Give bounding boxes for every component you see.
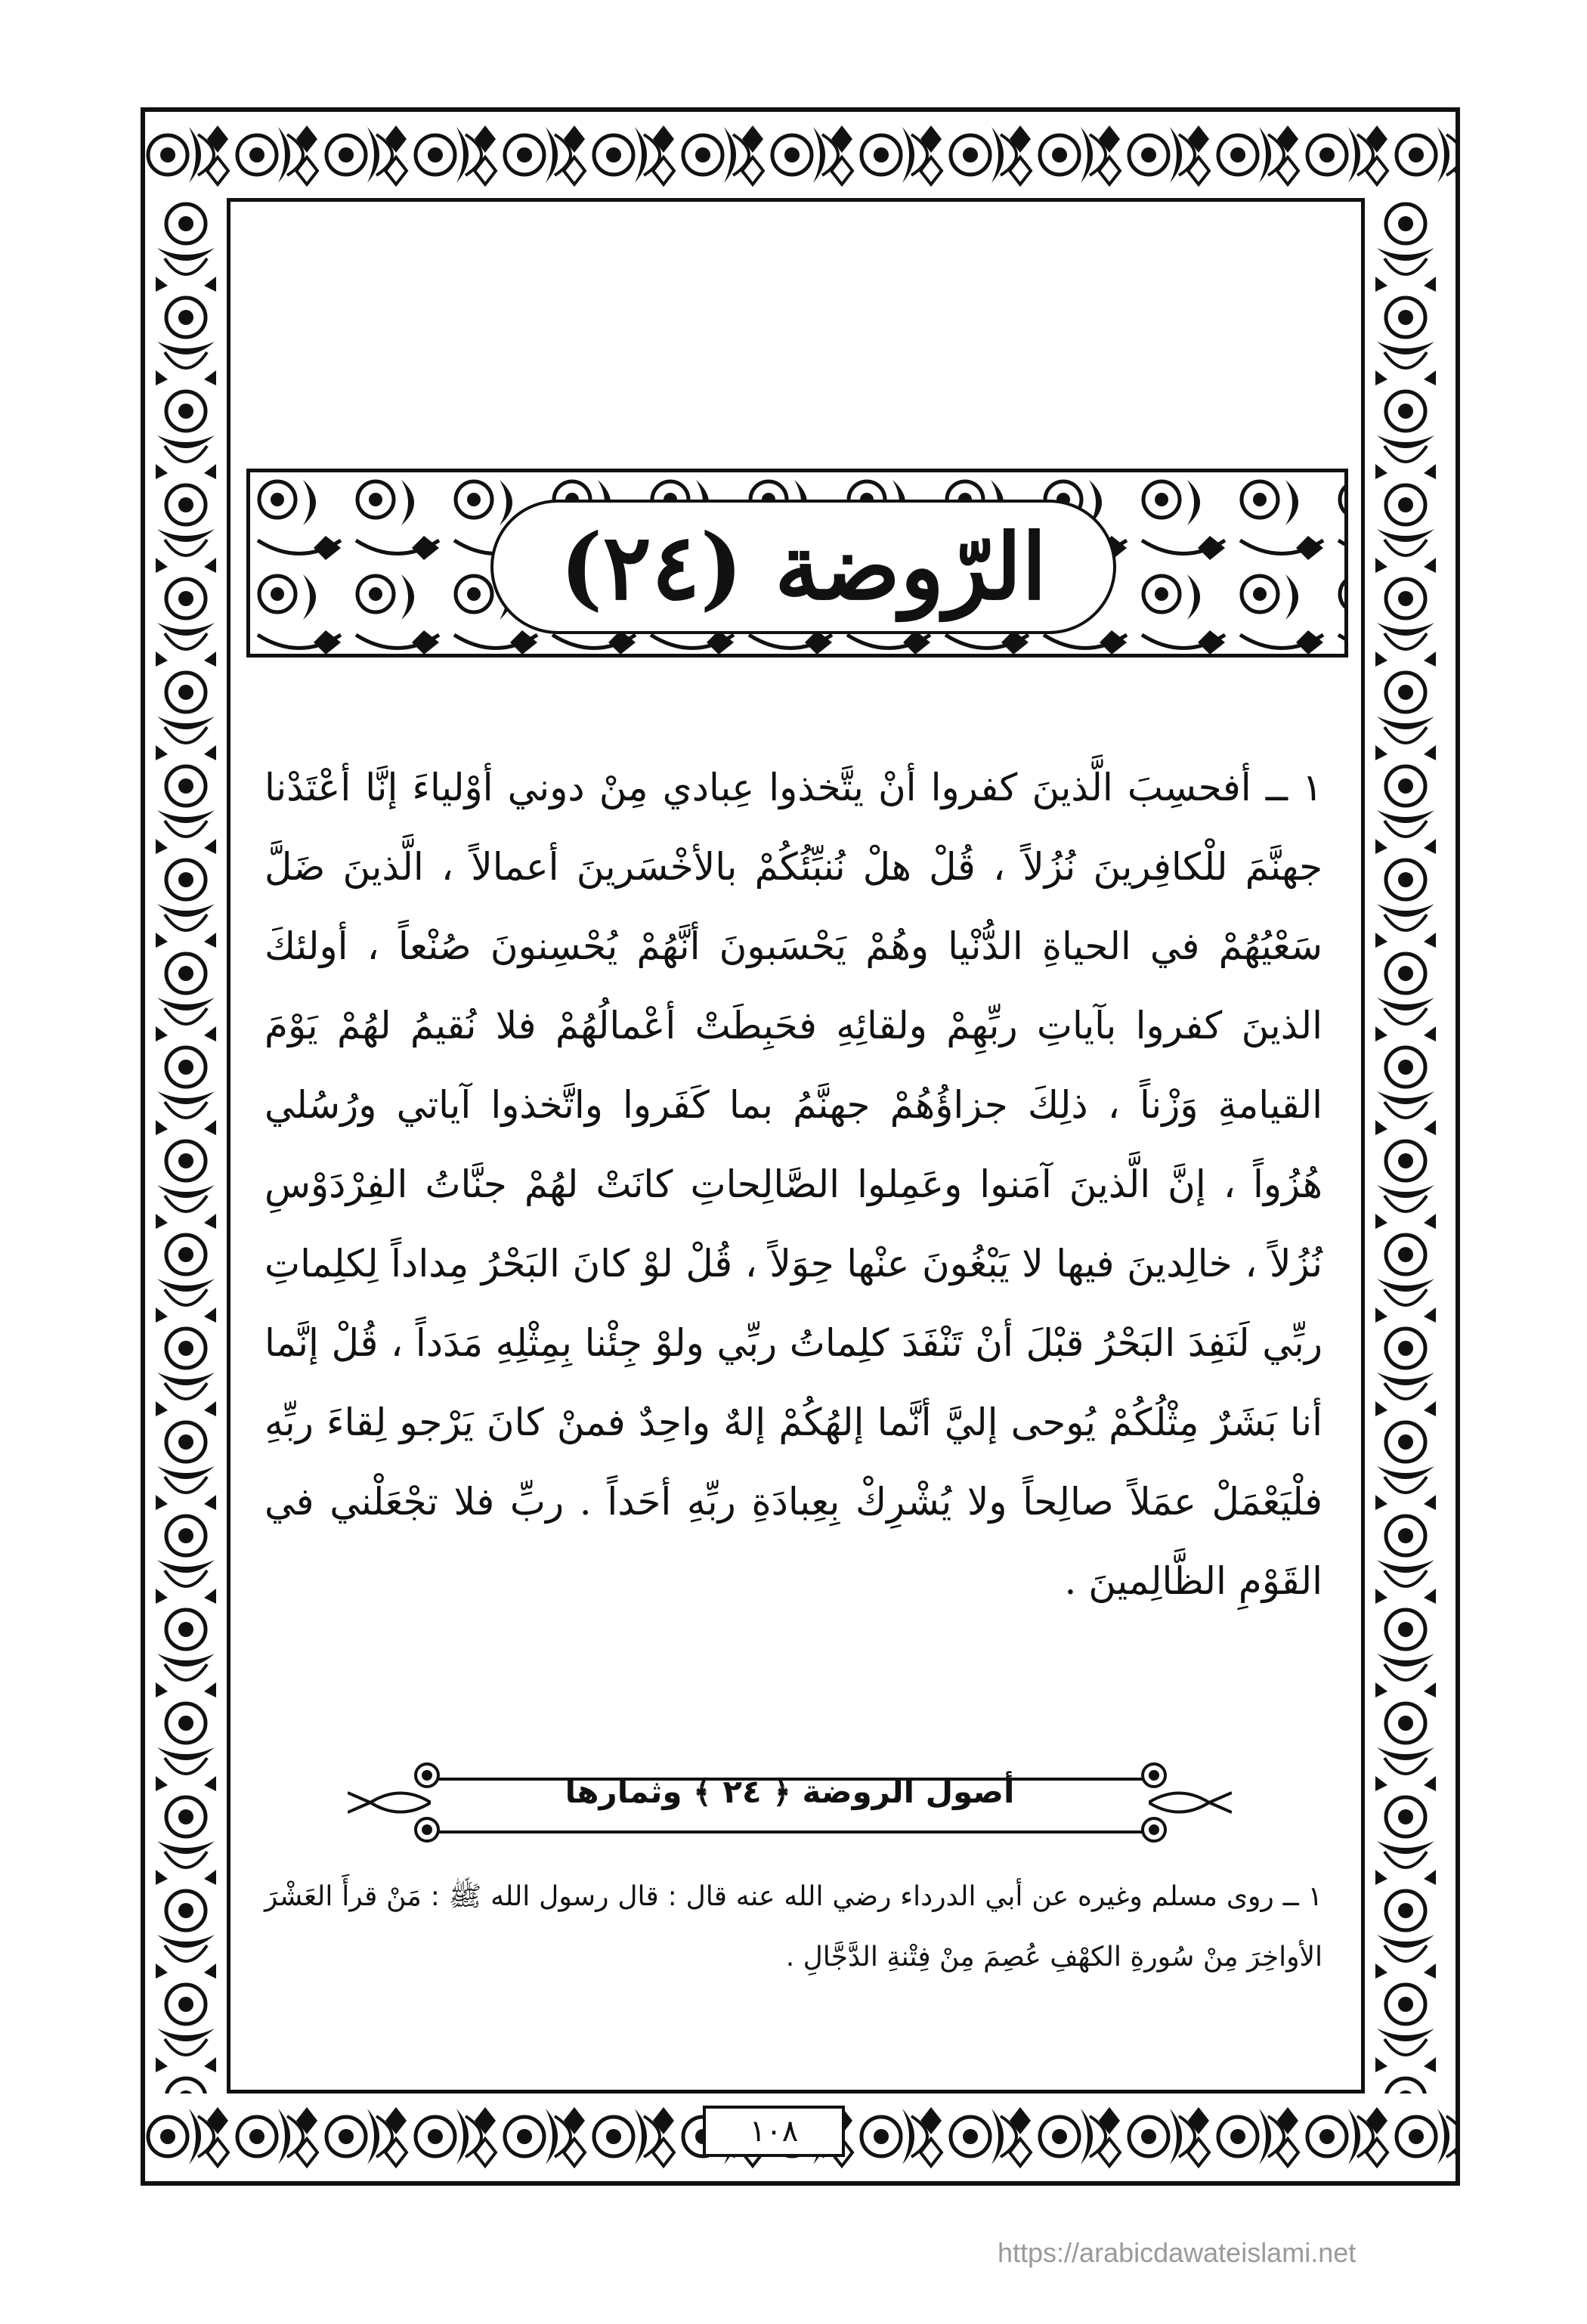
page-title: الرّوضة (٢٤) bbox=[559, 513, 1047, 620]
ornament-left-band bbox=[145, 198, 227, 2093]
section-header-label: أصول الروضة ﴿ ٢٤ ﴾ وثمارها bbox=[565, 1773, 1015, 1810]
page-number: ١٠٨ bbox=[703, 2106, 845, 2157]
footnote-text: ١ ــ روى مسلم وغيره عن أبي الدرداء رضي الله عنه قال : قال رسول الله ﷺ : مَنْ قرأَ العَشْرَ الأواخِرَ مِنْ سُورةِ الكهْفِ عُصِمَ مِنْ فِتْنةِ الدَّجَّالِ . bbox=[264, 1881, 1322, 1973]
source-url: https://arabicdawateislami.net bbox=[998, 2237, 1357, 2268]
main-text: ١ ــ أفحسِبَ الَّذينَ كفروا أنْ يتَّخذوا عِبادي مِنْ دوني أوْلياءَ إنَّا أعْتَدْنا جهنَّمَ للْكافِرينَ نُزُلاً ، قُلْ هلْ نُنبِّئُكُمْ بالأخْسَرينَ أعمالاً ، الَّذينَ ضَلَّ سَعْيُهُمْ في الحياةِ الدُّنْيا وهُمْ يَحْسَبونَ أنَّهُمْ يُحْسِنونَ صُنْعاً ، أولئكَ الذينَ كفروا بآياتِ ربِّهِمْ ولقائِهِ فحَبِطَتْ أعْمالُهُمْ فلا نُقيمُ لهُمْ يَوْمَ القيامةِ وَزْناً ، ذلِكَ جزاؤُهُمْ جهنَّمُ بما كَفَروا واتَّخذوا آياتي ورُسُلي هُزُواً ، إنَّ الَّذينَ آمَنوا وعَمِلوا الصَّالِحاتِ كانَتْ لهُمْ جنَّاتُ الفِرْدَوْسِ نُزُلاً ، خالِدينَ فيها لا يَبْغُونَ عنْها حِوَلاً ، قُلْ لوْ كانَ البَحْرُ مِداداً لِكلِماتِ ربِّي لَنَفِدَ البَحْرُ قبْلَ أنْ تَنْفَدَ كلِماتُ ربِّي ولوْ جِئْنا بِمِثْلِهِ مَدَداً ، قُلْ إنَّما أنا بَشَرٌ مِثْلُكُمْ يُوحى إليَّ أنَّما إلهُكُمْ إلهٌ واحِدٌ فمنْ كانَ يَرْجو لِقاءَ ربِّهِ فلْيَعْمَلْ عمَلاً صالِحاً ولا يُشْرِكْ بِعِبادَةِ ربِّهِ أحَداً . ربِّ فلا تجْعَلْني في القَوْمِ الظَّالِمينَ . bbox=[264, 766, 1322, 1603]
title-ornament-panel bbox=[246, 469, 1348, 658]
ornament-right-band bbox=[1365, 198, 1456, 2093]
ornament-top-band bbox=[145, 112, 1456, 198]
section-header bbox=[348, 1761, 1232, 1844]
title-cartouche bbox=[490, 500, 1116, 634]
